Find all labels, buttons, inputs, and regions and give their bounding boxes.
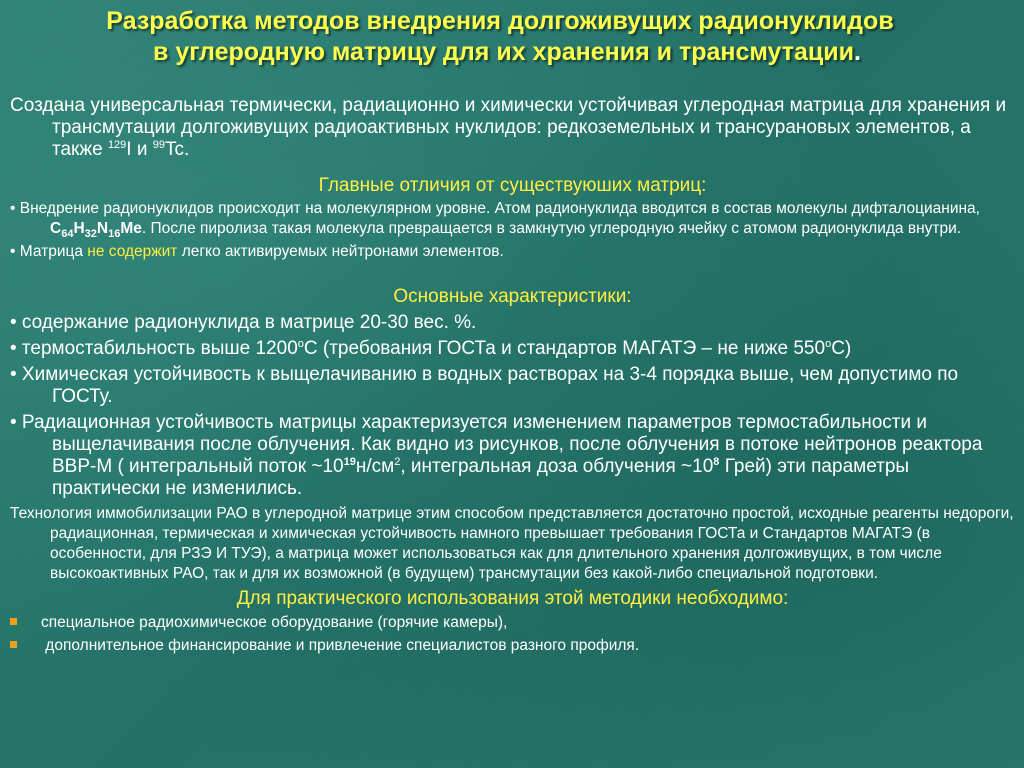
difference-item-1: [10, 199, 1015, 239]
square-bullet-icon: [10, 641, 17, 648]
practical-item-1-text: специальное радиохимическое оборудование (горячие камеры),: [41, 614, 508, 631]
iodine-mass: 129: [107, 139, 127, 151]
characteristic-item-2-a: • термостабильность выше 1200: [10, 338, 298, 359]
practical-item-2-text: дополнительное финансирование и привлечение специалистов разного профиля.: [41, 637, 640, 654]
square-bullet-icon: [10, 618, 17, 625]
tc-text: Tc.: [165, 139, 190, 160]
tc-mass: 99: [152, 139, 165, 151]
characteristic-item-4: [10, 412, 1015, 500]
formula-c: C: [50, 220, 62, 237]
difference-item-2-post: легко активируемых нейтронами элементов.: [177, 243, 504, 260]
characteristic-item-4-b: н/см: [355, 456, 395, 477]
practical-item-1: [10, 613, 1015, 633]
characteristic-item-2-c: C): [831, 338, 852, 359]
characteristic-item-2: [10, 338, 1015, 360]
technology-paragraph: Технология иммобилизации РАО в углеродной матрице этим способом представляется достаточно простой, исходные реагенты недороги, радиационная, термическая и химическая устойчивость намного превышает требования ГОСТа и Стандартов МАГАТЭ (в особенности, для РЗЭ И ТУЭ), а матрица может использоваться как для длительного хранения долгоживущих, в том числе высокоактивных РАО, так и для их возможной (в будущем) трансмутации без какой-либо специальной подготовки.: [10, 505, 1014, 582]
characteristic-item-2-b: C (требования ГОСТа и стандартов МАГАТЭ – не ниже 550: [303, 338, 826, 359]
characteristic-item-3: • Химическая устойчивость к выщелачиванию в водных растворах на 3-4 порядка выше, чем допустимо по ГОСТу.: [10, 364, 959, 407]
dose-exponent: 8: [713, 456, 720, 468]
formula-h: H: [73, 220, 85, 237]
formula-h-sub: 32: [84, 228, 97, 240]
degree-mark-2: o: [825, 338, 832, 350]
characteristic-item-4-c: , интегральная доза облучения ~10: [400, 456, 714, 477]
practical-item-2: [10, 636, 1015, 656]
characteristic-item-1: • содержание радионуклида в матрице 20-30 вес. %.: [10, 312, 477, 333]
characteristic-item-4-a: • Радиационная устойчивость матрицы характеризуется изменением параметров термостабильности и выщелачивания после облучения. Как видно из рисунков, после облучения в потоке нейтронов реактора ВВР-М ( интегральный поток ~10: [10, 412, 983, 477]
slide-body: [10, 95, 1015, 656]
difference-item-1-post: . После пиролиза такая молекула превращается в замкнутую углеродную ячейку с атомом радионуклида внутри.: [141, 220, 962, 237]
formula: [50, 220, 142, 240]
slide-title: [0, 6, 1024, 68]
title-line-2-text: в углеродную матрицу для их хранения и трансмутации: [153, 38, 854, 66]
difference-item-2-pre: • Матрица: [10, 243, 88, 260]
iodine-text: I и: [126, 139, 153, 160]
difference-item-1-pre: • Внедрение радионуклидов происходит на молекулярном уровне. Атом радионуклида вводится в состав молекулы дифталоцианина,: [10, 200, 980, 217]
title-line-2: [0, 37, 1024, 68]
differences-heading: Главные отличия от существуюших матриц:: [318, 175, 707, 196]
flux-exponent: 19: [343, 456, 356, 468]
characteristic-item-4-d: Грей) эти параметры практически не изменились.: [52, 456, 910, 499]
title-dot: .: [854, 38, 861, 66]
title-line-1: Разработка методов внедрения долгоживущих радионуклидов: [106, 7, 894, 35]
intro-paragraph: [10, 95, 1015, 161]
difference-item-2: [10, 242, 1015, 262]
formula-n: N: [96, 220, 109, 237]
area-exponent: 2: [394, 456, 401, 468]
intro-text: Создана универсальная термически, радиационно и химически устойчивая углеродная матрица для хранения и трансмутации долгоживущих радиоактивных нуклидов: редкоземельных и трансурановых элементов, а также: [10, 95, 1007, 160]
degree-mark-1: o: [297, 338, 304, 350]
difference-item-2-highlight: не содержит: [87, 243, 178, 260]
formula-c-sub: 64: [61, 228, 74, 240]
characteristics-heading: Основные характеристики:: [393, 286, 632, 307]
practical-heading: Для практического использования этой методики необходимо:: [236, 588, 789, 609]
formula-me: Me: [120, 220, 142, 237]
formula-n-sub: 16: [108, 228, 121, 240]
